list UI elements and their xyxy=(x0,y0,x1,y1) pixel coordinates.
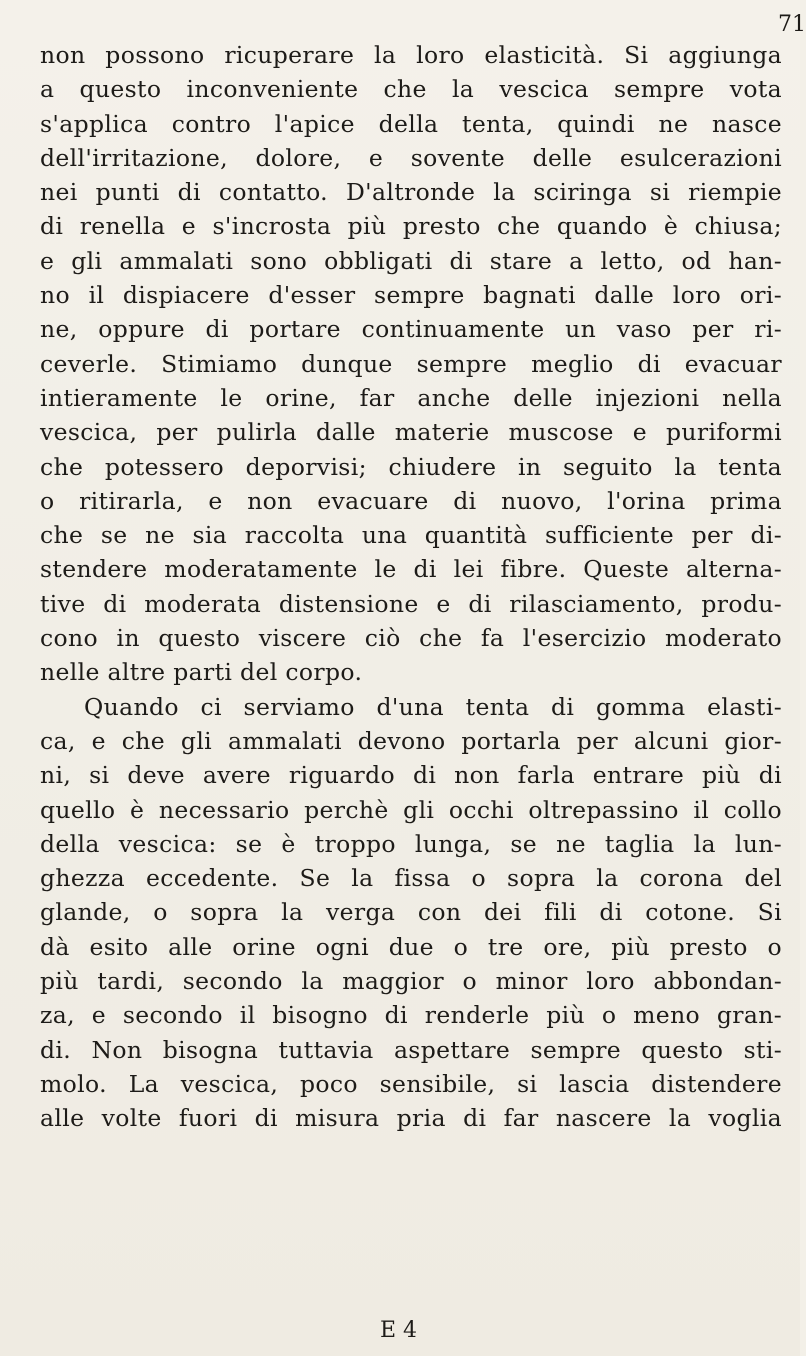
text-line: Quando ci serviamo d'una tenta di gomma elasti- xyxy=(84,692,782,721)
text-line: non possono ricuperare la loro elasticità. Si aggiunga xyxy=(40,41,782,69)
text-line: dà esito alle orine ogni due o tre ore, più presto o xyxy=(40,932,782,961)
text-line: cono in questo viscere ciò che fa l'esercizio moderato xyxy=(40,624,782,653)
text-line: tive di moderata distensione e di rilasciamento, produ- xyxy=(40,589,782,618)
text-line: glande, o sopra la verga con dei fili di cotone. Si xyxy=(40,898,782,927)
text-line: intieramente le orine, far anche delle injezioni nella xyxy=(40,383,782,412)
text-line: e gli ammalati sono obbligati di stare a letto, od han- xyxy=(40,246,782,275)
text-line: dell'irritazione, dolore, e sovente delle esulcerazioni xyxy=(40,143,782,172)
text-line: a questo inconveniente che la vescica sempre vota xyxy=(40,75,782,104)
page-number: 71 xyxy=(778,12,806,37)
text-line: molo. La vescica, poco sensibile, si lascia distendere xyxy=(40,1069,782,1098)
text-line: di. Non bisogna tuttavia aspettare sempre questo sti- xyxy=(40,1035,782,1064)
signature-mark: E 4 xyxy=(380,1318,418,1343)
text-line: alle volte fuori di misura pria di far nascere la voglia xyxy=(40,1104,782,1133)
paragraph-2 xyxy=(40,690,782,1136)
text-line: s'applica contro l'apice della tenta, quindi ne nasce xyxy=(40,109,782,138)
text-line: stendere moderatamente le di lei fibre. Queste alterna- xyxy=(40,555,782,584)
text-line: nelle altre parti del corpo. xyxy=(40,658,363,687)
text-line: più tardi, secondo la maggior o minor loro abbondan- xyxy=(40,967,782,996)
text-line: quello è necessario perchè gli occhi oltrepassino il collo xyxy=(40,795,782,824)
text-line: nei punti di contatto. D'altronde la sciringa si riempie xyxy=(40,178,782,207)
text-line: che se ne sia raccolta una quantità sufficiente per di- xyxy=(40,521,782,550)
text-line: no il dispiacere d'esser sempre bagnati dalle loro ori- xyxy=(40,281,782,310)
text-line: ca, e che gli ammalati devono portarla per alcuni gior- xyxy=(40,726,782,755)
text-line: za, e secondo il bisogno di renderle più o meno gran- xyxy=(40,1001,782,1030)
text-line: ne, oppure di portare continuamente un vaso per ri- xyxy=(40,315,782,344)
text-line: ni, si deve avere riguardo di non farla entrare più di xyxy=(40,761,782,790)
body-text xyxy=(40,38,782,1136)
text-line: vescica, per pulirla dalle materie muscose e puriformi xyxy=(40,418,782,447)
text-line: della vescica: se è troppo lunga, se ne taglia la lun- xyxy=(40,829,782,858)
text-line: ghezza eccedente. Se la fissa o sopra la corona del xyxy=(40,864,782,893)
text-line: che potessero deporvisi; chiudere in seguito la tenta xyxy=(40,452,782,481)
text-line: di renella e s'incrosta più presto che quando è chiusa; xyxy=(40,212,782,241)
paragraph-1 xyxy=(40,38,782,690)
text-line: o ritirarla, e non evacuare di nuovo, l'orina prima xyxy=(40,486,782,515)
text-line: ceverle. Stimiamo dunque sempre meglio di evacuar xyxy=(40,349,782,378)
